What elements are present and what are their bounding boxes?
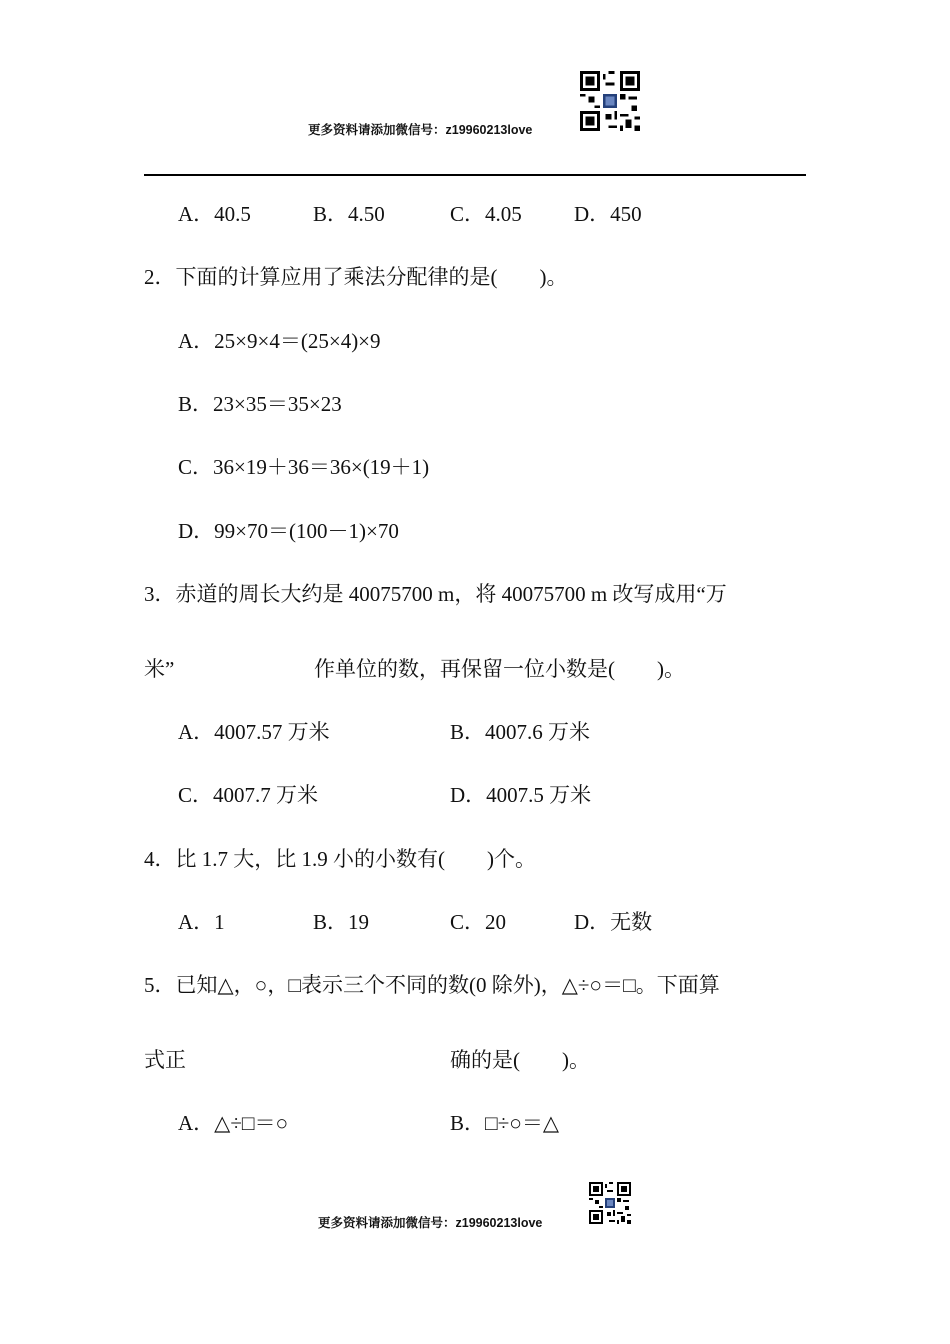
- q5-stem-line2-start: 式正: [144, 1048, 186, 1072]
- q2-stem: 2．下面的计算应用了乘法分配律的是( )。: [144, 265, 568, 289]
- q3-option-d: D．4007.5 万米: [450, 783, 592, 807]
- q2-option-d: D．99×70＝(100－1)×70: [178, 519, 399, 543]
- q4-stem: 4．比 1.7 大，比 1.9 小的小数有( )个。: [144, 847, 536, 871]
- q5-stem-line2-end: 确的是( )。: [450, 1048, 590, 1072]
- header-note: 更多资料请添加微信号：z19960213love: [308, 123, 533, 137]
- q3-option-c: C．4007.7 万米: [178, 783, 319, 807]
- q5-option-a: A．△÷□＝○: [178, 1111, 289, 1135]
- q1-option-c: C．4.05: [450, 202, 522, 226]
- q2-option-b: B．23×35＝35×23: [178, 392, 342, 416]
- q3-option-b: B．4007.6 万米: [450, 720, 591, 744]
- header-rule: [144, 174, 806, 176]
- q1-option-b: B．4.50: [313, 202, 385, 226]
- q4-option-a: A．1: [178, 910, 225, 934]
- q4-option-d: D．无数: [574, 910, 653, 934]
- q4-option-b: B．19: [313, 910, 370, 934]
- q5-stem-line1: 5．已知△，○，□表示三个不同的数(0 除外)，△÷○＝□。下面算: [144, 973, 720, 997]
- q1-option-d: D．450: [574, 202, 642, 226]
- q5-option-b: B．□÷○＝△: [450, 1111, 560, 1135]
- q2-option-c: C．36×19＋36＝36×(19＋1): [178, 455, 430, 479]
- q3-stem-line1: 3．赤道的周长大约是 40075700 m，将 40075700 m 改写成用“万: [144, 582, 727, 606]
- qr-code-icon: [589, 1182, 631, 1224]
- footer-note: 更多资料请添加微信号：z19960213love: [318, 1216, 543, 1230]
- q3-option-a: A．4007.57 万米: [178, 720, 330, 744]
- q4-option-c: C．20: [450, 910, 507, 934]
- q2-option-a: A．25×9×4＝(25×4)×9: [178, 329, 381, 353]
- q1-option-a: A．40.5: [178, 202, 251, 226]
- q3-stem-line2-start: 米”: [144, 657, 175, 681]
- qr-code-icon: [580, 71, 640, 131]
- q3-stem-line2-end: 作单位的数，再保留一位小数是( )。: [314, 657, 685, 681]
